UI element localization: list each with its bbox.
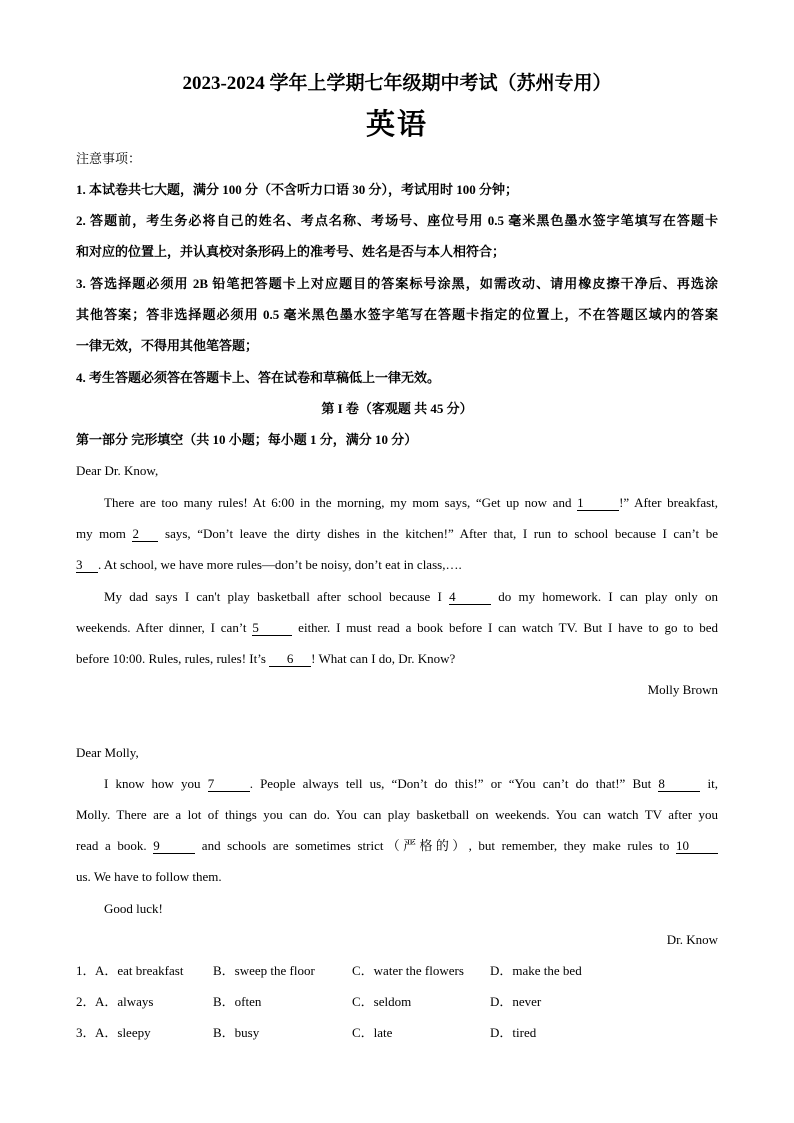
note-item-3-line-3: 一律无效，不得用其他笔答题； bbox=[76, 338, 259, 353]
letter1-p1-line-1 bbox=[104, 495, 718, 511]
blank-4: 4 bbox=[449, 590, 491, 605]
text: my mom bbox=[76, 526, 133, 541]
option-a: A．sleepy bbox=[95, 1025, 151, 1040]
note-item-1: 1. 本试卷共七大题，满分 100 分（不含听力口语 30 分），考试用时 100 分钟； bbox=[76, 182, 519, 197]
question-number: 3． bbox=[76, 1025, 96, 1040]
letter1-p2-line-3 bbox=[76, 651, 718, 667]
letter1-signature: Molly Brown bbox=[647, 682, 718, 697]
blank-9: 9 bbox=[153, 839, 195, 854]
option-c: C．seldom bbox=[352, 994, 412, 1009]
option-a: A．eat breakfast bbox=[95, 963, 184, 978]
letter2-closing: Good luck! bbox=[104, 901, 163, 916]
letter1-greeting: Dear Dr. Know, bbox=[76, 463, 159, 478]
question-number: 1． bbox=[76, 963, 96, 978]
text: before 10:00. Rules, rules, rules! It’s bbox=[76, 651, 270, 666]
option-c: C．late bbox=[352, 1025, 393, 1040]
subject-title: 英语 bbox=[365, 109, 428, 141]
text: either. I must read a book before I can watch TV. But I have to go to bed bbox=[292, 620, 718, 635]
text: I know how you bbox=[104, 776, 208, 791]
part-heading: 第一部分 完形填空（共 10 小题；每小题 1 分，满分 10 分） bbox=[76, 432, 418, 447]
blank-10: 10 bbox=[676, 839, 718, 854]
text: and schools are sometimes strict（严格的）, but remember, they make rules to bbox=[195, 838, 677, 853]
letter1-p1-line-3 bbox=[76, 557, 718, 573]
blank-1: 1 bbox=[577, 496, 619, 511]
blank-7: 7 bbox=[208, 777, 250, 792]
option-d: D．tired bbox=[490, 1025, 537, 1040]
note-item-3-line-2: 其他答案；答非选择题必须用 0.5 毫米黑色墨水签字笔写在答题卡指定的位置上，不在答题区域内的答案 bbox=[76, 307, 718, 322]
text: read a book. bbox=[76, 838, 154, 853]
option-d: D．never bbox=[490, 994, 542, 1009]
letter1-p1-line-2 bbox=[76, 526, 718, 542]
note-item-4: 4. 考生答题必须答在答题卡上、答在试卷和草稿低上一律无效。 bbox=[76, 370, 441, 385]
text: it, bbox=[700, 776, 719, 791]
blank-6: 6 bbox=[269, 652, 311, 667]
text: ! What can I do, Dr. Know? bbox=[311, 651, 456, 666]
blank-5: 5 bbox=[252, 621, 292, 636]
option-c: C．water the flowers bbox=[352, 963, 464, 978]
letter2-p1-line-1 bbox=[104, 776, 718, 792]
option-b: B．sweep the floor bbox=[213, 963, 315, 978]
text: . At school, we have more rules—don’t be noisy, don’t eat in class,…. bbox=[98, 557, 462, 572]
note-item-3-line-1: 3. 答选择题必须用 2B 铅笔把答题卡上对应题目的答案标号涂黑，如需改动、请用橡皮擦干净后、再选涂 bbox=[76, 276, 718, 291]
letter1-p2-line-1 bbox=[104, 589, 718, 605]
letter1-p2-line-2 bbox=[76, 620, 718, 636]
text: !” After breakfast, bbox=[619, 495, 719, 510]
option-b: B．often bbox=[213, 994, 262, 1009]
blank-3: 3 bbox=[76, 558, 98, 573]
notes-heading: 注意事项： bbox=[76, 151, 142, 166]
letter2-signature: Dr. Know bbox=[666, 932, 718, 947]
text: weekends. After dinner, I can’t bbox=[76, 620, 253, 635]
text: do my homework. I can play only on bbox=[491, 589, 718, 604]
text: My dad says I can't play basketball after school because I bbox=[104, 589, 450, 604]
letter2-p1-line-3 bbox=[76, 838, 718, 854]
exam-title: 2023-2024 学年上学期七年级期中考试（苏州专用） bbox=[182, 73, 612, 94]
option-b: B．busy bbox=[213, 1025, 260, 1040]
note-item-2-line-2: 和对应的位置上，并认真校对条形码上的准考号、姓名是否与本人相符合； bbox=[76, 244, 506, 259]
question-number: 2． bbox=[76, 994, 96, 1009]
letter2-p1-line-2: Molly. There are a lot of things you can do. You can play basketball on weekends. You can watch TV after you bbox=[76, 807, 718, 822]
text: says, “Don’t leave the dirty dishes in the kitchen!” After that, I run to school because I can’t be bbox=[158, 526, 718, 541]
volume-heading: 第 I 卷（客观题 共 45 分） bbox=[321, 401, 473, 416]
option-a: A．always bbox=[95, 994, 154, 1009]
letter2-greeting: Dear Molly, bbox=[76, 745, 139, 760]
option-d: D．make the bed bbox=[490, 963, 582, 978]
blank-8: 8 bbox=[658, 777, 700, 792]
text: There are too many rules! At 6:00 in the morning, my mom says, “Get up now and bbox=[104, 495, 578, 510]
blank-2: 2 bbox=[132, 527, 158, 542]
text: . People always tell us, “Don’t do this!” or “You can’t do that!” But bbox=[249, 776, 659, 791]
note-item-2-line-1: 2. 答题前，考生务必将自己的姓名、考点名称、考场号、座位号用 0.5 毫米黑色墨水签字笔填写在答题卡 bbox=[76, 213, 718, 228]
letter2-p1-line-4: us. We have to follow them. bbox=[76, 869, 222, 884]
